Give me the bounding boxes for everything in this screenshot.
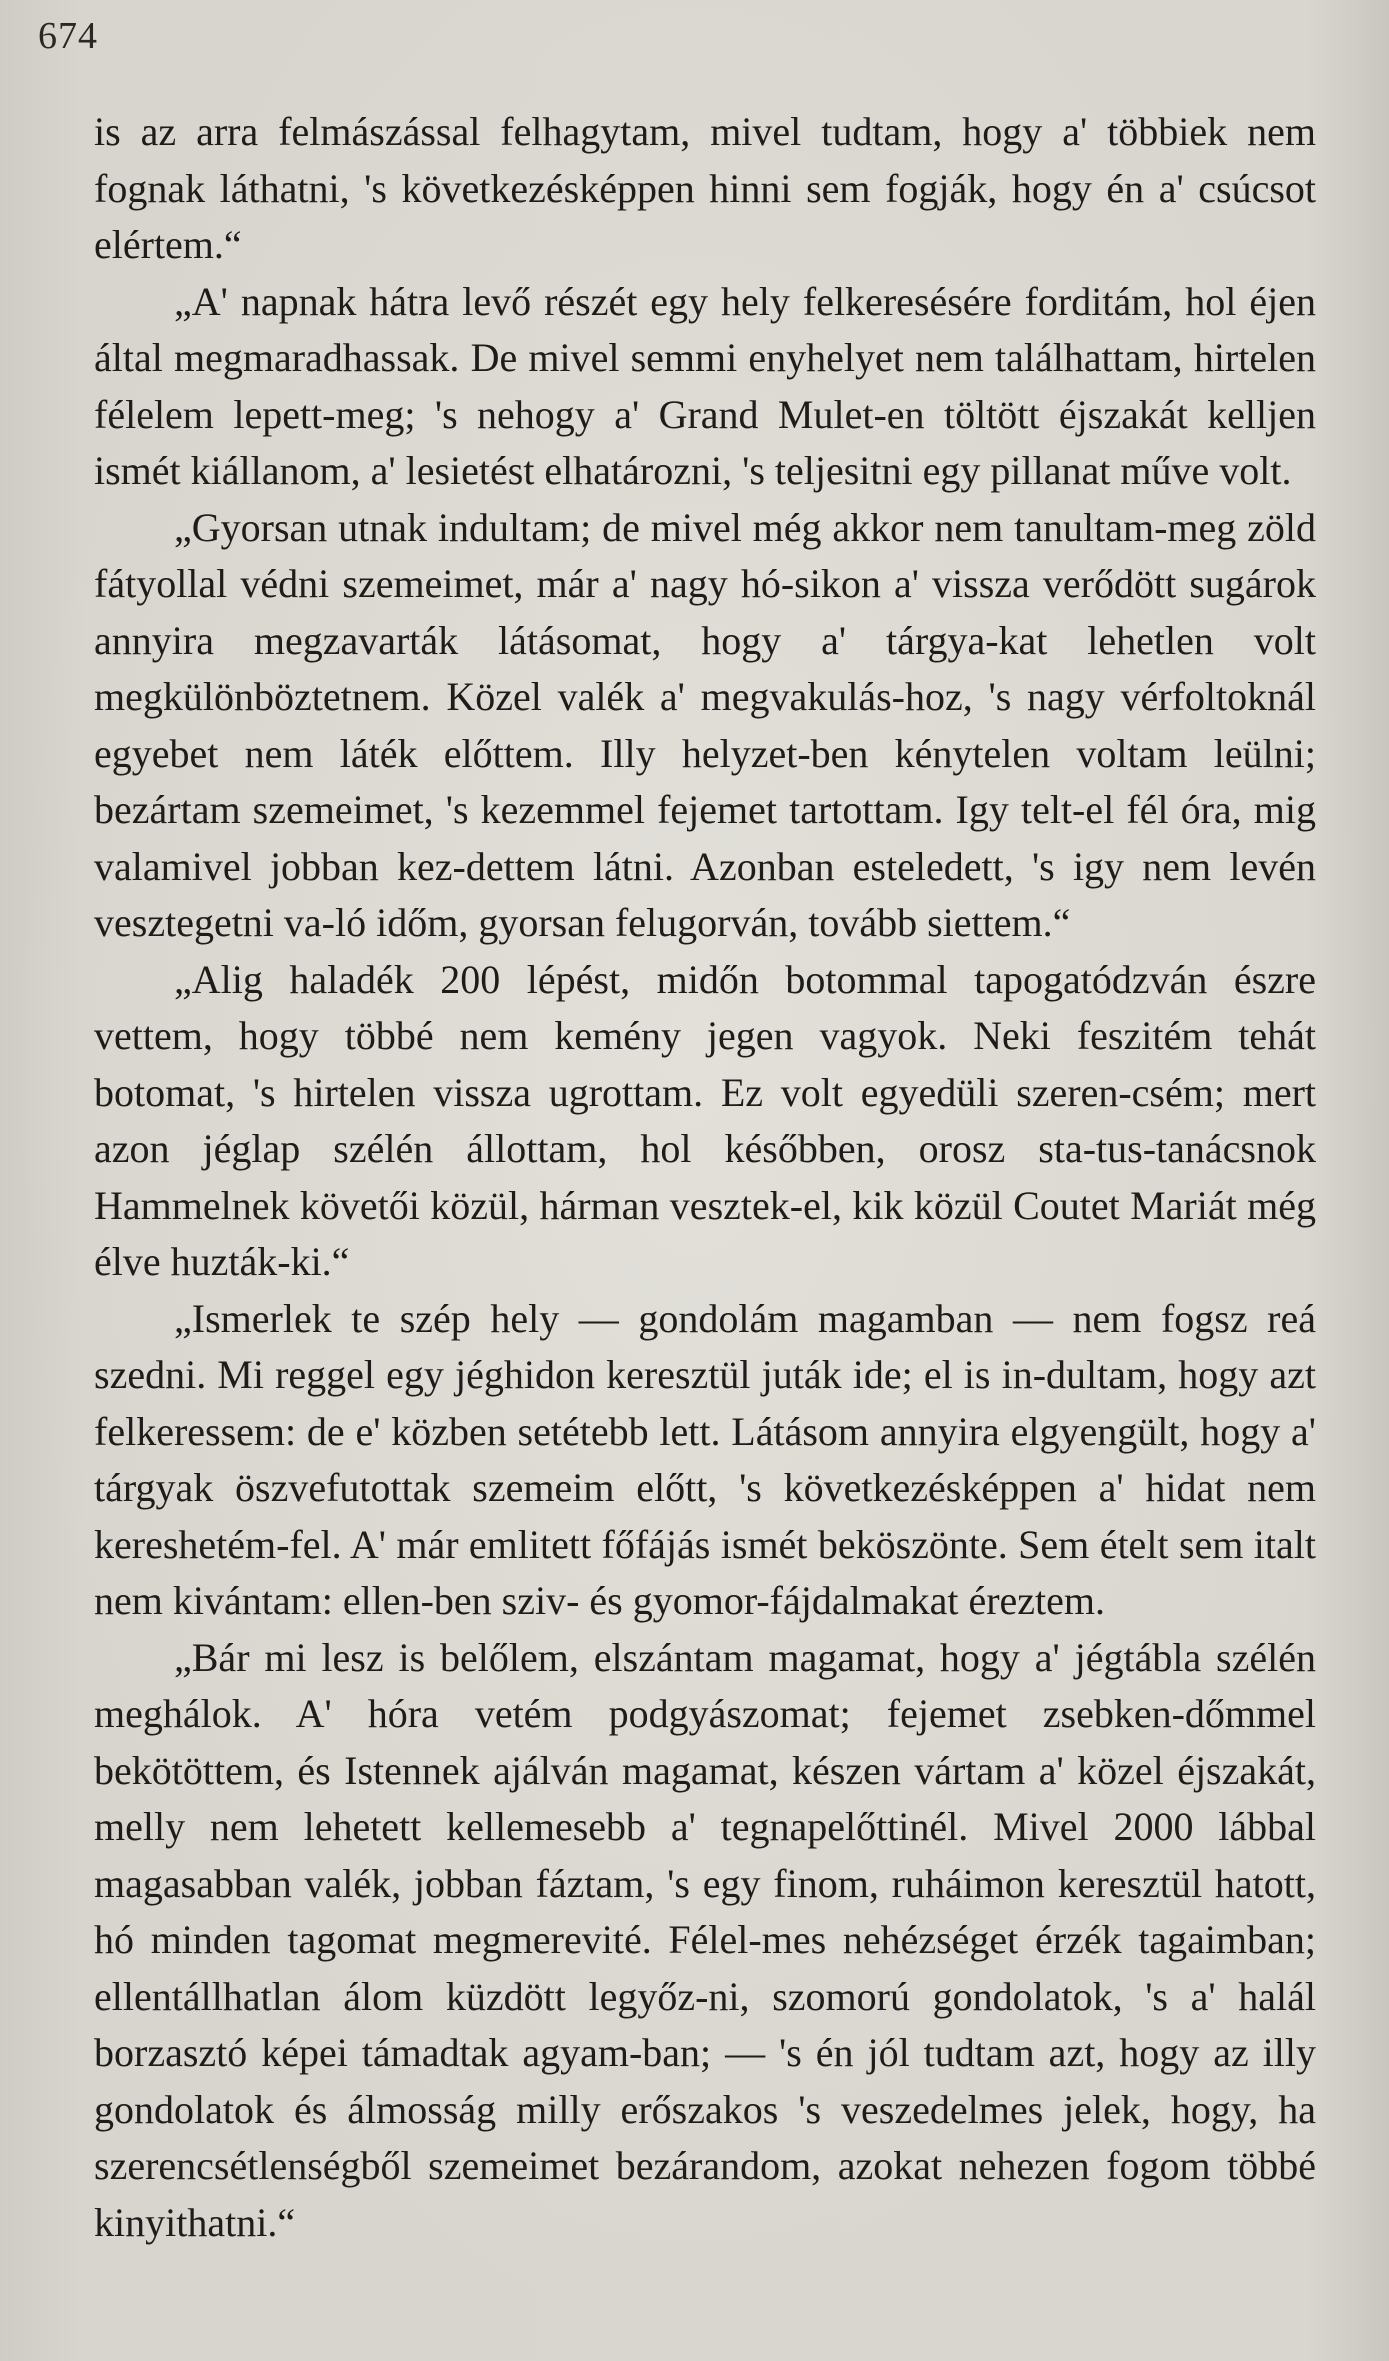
paragraph: „Ismerlek te szép hely — gondolám magamban — nem fogsz reá szedni. Mi reggel egy jéghidon keresztül juták ide; el is in-dultam, hogy azt felkeressem: de e' közben setétebb lett. Látásom annyira elgyengült, hogy a' tárgyak öszvefutottak szemeim előtt, 's következésképpen a' hidat nem kereshetém-fel. A' már emlitett főfájás ismét beköszönte. Sem ételt sem italt nem kivántam: ellen-ben sziv- és gyomor-fájdalmakat éreztem. — [94, 1295, 1316, 1623]
paragraph: „A' napnak hátra levő részét egy hely felkeresésére forditám, hol éjen által megmaradhassak. De mivel semmi enyhelyet nem találhattam, hirtelen félelem lepett-meg; 's nehogy a' Grand Mulet-en töltött éjszakát kelljen ismét kiállanom, a' lesietést elhatározni, 's teljesitni egy pillanat műve volt. — [94, 278, 1316, 493]
paragraph: is az arra felmászással felhagytam, mivel tudtam, hogy a' többiek nem fognak láthatni, 's következésképpen hinni sem fogják, hogy én a' csúcsot elértem.“ — [94, 109, 1316, 267]
body-text — [94, 104, 1316, 2251]
page-number: 674 — [38, 15, 98, 57]
paragraph: „Bár mi lesz is belőlem, elszántam magamat, hogy a' jégtábla szélén meghálok. A' hóra vetém podgyászomat; fejemet zsebken-dőmmel bekötöttem, és Istennek ajálván magamat, készen vártam a' közel éjszakát, melly nem lehetett kellemesebb a' tegnapelőttinél. Mivel 2000 lábbal magasabban valék, jobban fáztam, 's egy finom, ruháimon keresztül hatott, hó minden tagomat megmerevité. Félel-mes nehézséget érzék tagaimban; ellentállhatlan álom küzdött legyőz-ni, szomorú gondolatok, 's a' halál borzasztó képei támadtak agyam-ban; — 's én jól tudtam azt, hogy az illy gondolatok és álmosság milly erőszakos 's veszedelmes jelek, hogy, ha szerencsétlenségből szemeimet bezárandom, azokat nehezen fogom többé kinyithatni.“ — [94, 1634, 1316, 2245]
paragraph: „Alig haladék 200 lépést, midőn botommal tapogatódzván észre vettem, hogy többé nem kemény jegen vagyok. Neki feszitém tehát botomat, 's hirtelen vissza ugrottam. Ez volt egyedüli szeren-csém; mert azon jéglap szélén állottam, hol későbben, orosz sta-tus-tanácsnok Hammelnek követői közül, hárman vesztek-el, kik közül Coutet Mariát még élve huzták-ki.“ — [94, 956, 1316, 1284]
paragraph: „Gyorsan utnak indultam; de mivel még akkor nem tanultam-meg zöld fátyollal védni szemeimet, már a' nagy hó-sikon a' vissza verődött sugárok annyira megzavarták látásomat, hogy a' tárgya-kat lehetlen volt megkülönböztetnem. Közel valék a' megvakulás-hoz, 's nagy vérfoltoknál egyebet nem láték előttem. Illy helyzet-ben kénytelen voltam leülni; bezártam szemeimet, 's kezemmel fejemet tartottam. Igy telt-el fél óra, mig valamivel jobban kez-dettem látni. Azonban esteledett, 's igy nem levén vesztegetni va-ló időm, gyorsan felugorván, tovább siettem.“ — [94, 504, 1316, 945]
